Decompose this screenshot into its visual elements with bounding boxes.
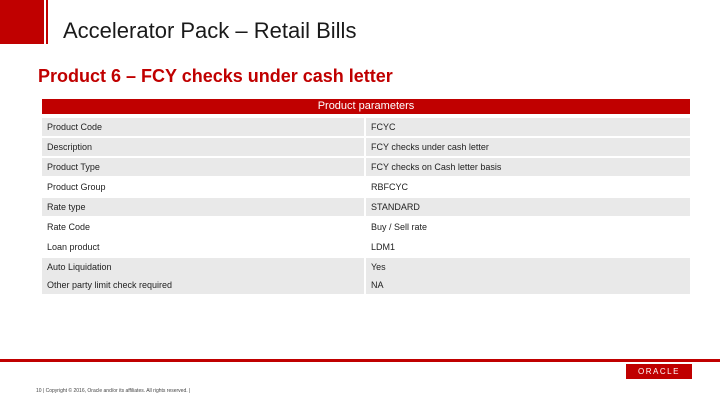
param-value: Yes xyxy=(366,258,690,276)
table-header: Product parameters xyxy=(42,99,690,114)
param-value: FCY checks under cash letter xyxy=(366,138,690,156)
table-row xyxy=(42,258,690,276)
param-value: RBFCYC xyxy=(366,178,690,196)
footer-divider xyxy=(0,359,720,362)
param-value: Buy / Sell rate xyxy=(366,218,690,236)
oracle-logo: ORACLE xyxy=(626,364,692,379)
table-row xyxy=(42,198,690,216)
accent-bar xyxy=(0,0,48,44)
param-value: STANDARD xyxy=(366,198,690,216)
page-title: Accelerator Pack – Retail Bills xyxy=(63,18,357,43)
table-row xyxy=(42,138,690,156)
param-label: Other party limit check required xyxy=(42,276,364,294)
param-label: Rate type xyxy=(42,198,364,216)
parameters-table xyxy=(42,118,690,296)
table-row xyxy=(42,218,690,236)
param-value: FCY checks on Cash letter basis xyxy=(366,158,690,176)
param-label: Description xyxy=(42,138,364,156)
accent-divider xyxy=(44,0,46,44)
param-value: NA xyxy=(366,276,690,294)
param-label: Rate Code xyxy=(42,218,364,236)
table-row xyxy=(42,238,690,256)
table-row xyxy=(42,276,690,294)
param-label: Product Group xyxy=(42,178,364,196)
param-label: Loan product xyxy=(42,238,364,256)
table-row xyxy=(42,118,690,136)
table-row xyxy=(42,178,690,196)
param-label: Auto Liquidation xyxy=(42,258,364,276)
copyright-footer: 10 | Copyright © 2016, Oracle and/or its affiliates. All rights reserved. | xyxy=(36,388,191,394)
param-label: Product Code xyxy=(42,118,364,136)
table-row xyxy=(42,158,690,176)
param-label: Product Type xyxy=(42,158,364,176)
param-value: LDM1 xyxy=(366,238,690,256)
product-subtitle: Product 6 – FCY checks under cash letter xyxy=(38,66,393,86)
param-value: FCYC xyxy=(366,118,690,136)
